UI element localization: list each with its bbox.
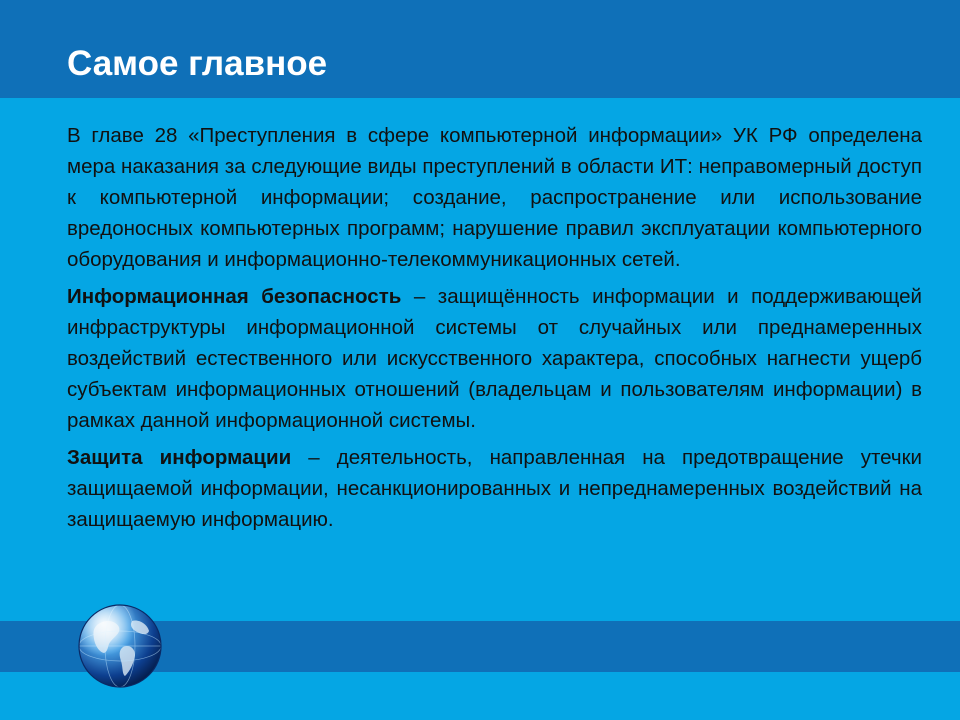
term-information-security: Информационная безопасность [67,285,402,308]
globe-icon [77,603,163,689]
term-information-protection: Защита информации [67,446,292,469]
slide-title: Самое главное [67,44,328,83]
definition-information-security: – защищённость информации и поддерживающей инфраструктуры информационной системы от случайных или преднамеренных воздействий естественного или искусственного характера, способных нагнести ущерб субъектам информационных отношений (владельцам и пользователям информации) в рамках данной информационной системы. [67,285,922,432]
paragraph-information-protection [67,442,922,535]
paragraph-information-security [67,281,922,436]
definition-information-protection: – деятельность, направленная на предотвращение утечки защищаемой информации, несанкционированных и непреднамеренных воздействий на защищаемую информацию. [67,446,922,531]
slide-body [67,120,922,541]
paragraph-criminal-code: В главе 28 «Преступления в сфере компьютерной информации» УК РФ определена мера наказания за следующие виды преступлений в области ИТ: неправомерный доступ к компьютерной информации; создание, распространение или использование вредоносных компьютерных программ; нарушение правил эксплуатации компьютерного оборудования и информационно-телекоммуникационных сетей. [67,124,922,271]
